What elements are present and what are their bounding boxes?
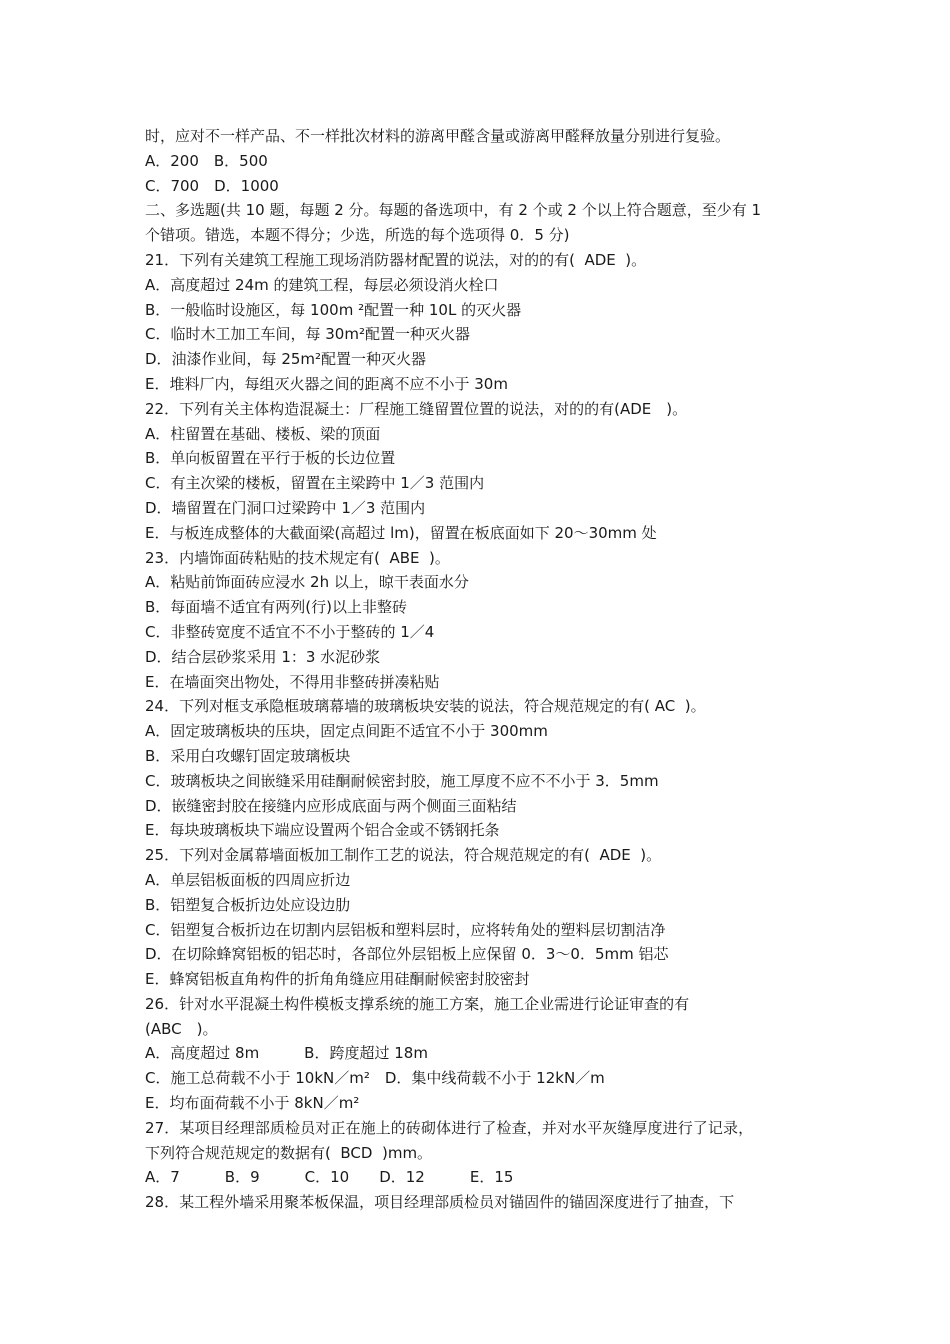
document-body: [145, 124, 825, 1215]
option-line: E．每块玻璃板块下端应设置两个铝合金或不锈钢托条: [145, 821, 500, 840]
option-line: E．在墙面突出物处，不得用非整砖拼凑粘贴: [145, 672, 440, 691]
question-25: 25．下列对金属幕墙面板加工制作工艺的说法，符合规范规定的有( ADE )。: [145, 846, 662, 865]
option-line: A．固定玻璃板块的压块，固定点间距不适宜不小于 300mm: [145, 722, 548, 741]
option-line: C．玻璃板块之间嵌缝采用硅酮耐候密封胶，施工厚度不应不不小于 3．5mm: [145, 771, 659, 790]
question-27-cont: 下列符合规范规定的数据有( BCD )mm。: [145, 1143, 433, 1162]
question-24: 24．下列对框支承隐框玻璃幕墙的玻璃板块安装的说法，符合规范规定的有( AC )。: [145, 697, 706, 716]
option-line: A．柱留置在基础、楼板、梁的顶面: [145, 424, 381, 443]
option-line: D．油漆作业间，每 25m²配置一种灭火器: [145, 350, 427, 369]
option-line: A．高度超过 8m B．跨度超过 18m: [145, 1044, 428, 1063]
question-27: 27．某项目经理部质检员对正在施上的砖砌体进行了检查，并对水平灰缝厚度进行了记录，: [145, 1118, 754, 1137]
text-line: 时，应对不一样产品、不一样批次材料的游离甲醛含量或游离甲醛释放量分别进行复验。: [145, 127, 731, 145]
option-line: D．结合层砂浆采用 1：3 水泥砂浆: [145, 647, 381, 666]
option-line: C．临时木工加工车间，每 30m²配置一种灭火器: [145, 325, 470, 344]
option-line: D．墙留置在门洞口过梁跨中 1／3 范围内: [145, 498, 426, 517]
option-line: B．一般临时设施区，每 100m ²配置一种 10L 的灭火器: [145, 300, 522, 319]
option-line: C．700 D．1000: [145, 176, 279, 195]
option-line: E．均布面荷载不小于 8kN／m²: [145, 1094, 360, 1113]
option-line: D．在切除蜂窝铝板的铝芯时，各部位外层铝板上应保留 0．3～0．5mm 铝芯: [145, 945, 669, 964]
question-21: 21．下列有关建筑工程施工现场消防器材配置的说法，对的的有( ADE )。: [145, 250, 647, 269]
option-line: C．施工总荷载不小于 10kN／m² D．集中线荷载不小于 12kN／m: [145, 1069, 605, 1088]
option-line: D．嵌缝密封胶在接缝内应形成底面与两个侧面三面粘结: [145, 796, 517, 815]
option-line: A．单层铝板面板的四周应折边: [145, 870, 351, 889]
option-line: A．粘贴前饰面砖应浸水 2h 以上，晾干表面水分: [145, 573, 469, 592]
section-heading-cont: 个错项。错选，本题不得分；少选，所选的每个选项得 0．5 分): [145, 226, 570, 245]
option-line: B．每面墙不适宜有两列(行)以上非整砖: [145, 598, 407, 617]
question-26: 26．针对水平混凝土构件模板支撑系统的施工方案，施工企业需进行论证审查的有: [145, 994, 690, 1013]
option-line: C．铝塑复合板折边在切割内层铝板和塑料层时，应将转角处的塑料层切割洁净: [145, 920, 666, 939]
option-line: E．堆料厂内，每组灭火器之间的距离不应不小于 30m: [145, 374, 508, 393]
option-line: E．与板连成整体的大截面梁(高超过 lm)，留置在板底面如下 20～30mm 处: [145, 523, 657, 542]
option-line: A．7 B．9 C．10 D．12 E．15: [145, 1168, 514, 1187]
option-line: E．蜂窝铝板直角构件的折角角缝应用硅酮耐候密封胶密封: [145, 970, 530, 989]
option-line: B．铝塑复合板折边处应设边肋: [145, 895, 351, 914]
option-line: B．采用白攻螺钉固定玻璃板块: [145, 746, 351, 765]
question-22: 22．下列有关主体构造混凝土：厂程施工缝留置位置的说法，对的的有(ADE )。: [145, 399, 688, 418]
section-heading: 二、多选题(共 10 题，每题 2 分。每题的备选项中，有 2 个或 2 个以上符合题意，至少有 1: [145, 201, 762, 220]
option-line: B．单向板留置在平行于板的长边位置: [145, 449, 396, 468]
option-line: C．非整砖宽度不适宜不不小于整砖的 1／4: [145, 622, 435, 641]
option-line: A．高度超过 24m 的建筑工程，每层必须设消火栓口: [145, 275, 499, 294]
question-28: 28．某工程外墙采用聚苯板保温，项目经理部质检员对锚固件的锚固深度进行了抽查，下: [145, 1193, 735, 1212]
question-23: 23．内墙饰面砖粘贴的技术规定有( ABE )。: [145, 548, 450, 567]
option-line: C．有主次梁的楼板，留置在主梁跨中 1／3 范围内: [145, 474, 485, 493]
question-26-cont: (ABC )。: [145, 1019, 218, 1038]
option-line: A．200 B．500: [145, 151, 268, 170]
